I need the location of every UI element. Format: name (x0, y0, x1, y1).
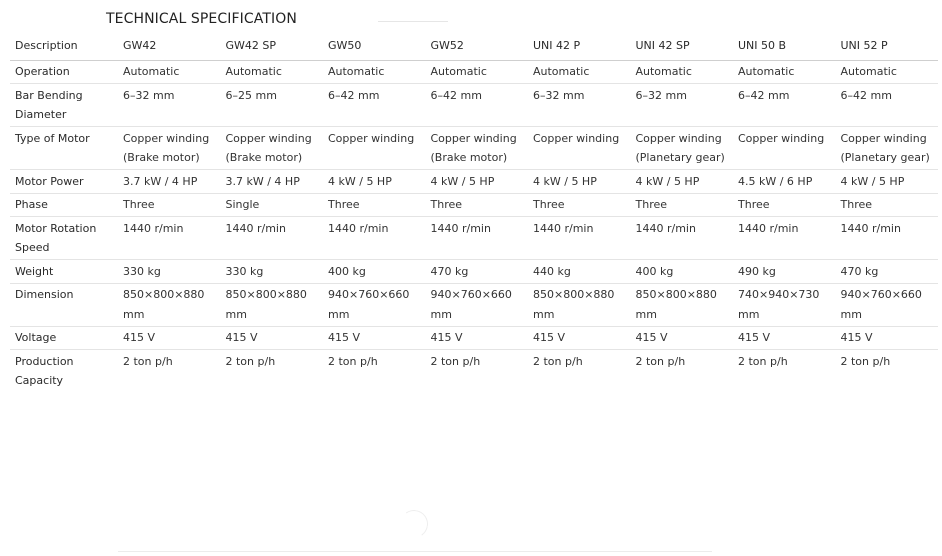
table-cell: 4 kW / 5 HP (426, 170, 529, 194)
table-cell: Copper winding (Brake motor) (426, 127, 529, 170)
column-header-uni-50-b: UNI 50 B (733, 33, 836, 60)
table-cell: Single (221, 193, 324, 217)
table-cell: 415 V (221, 326, 324, 350)
table-cell: 415 V (118, 326, 221, 350)
table-row (10, 350, 938, 393)
table-cell: Automatic (631, 60, 734, 84)
table-cell: 850×800×880 mm (118, 283, 221, 326)
table-cell: 330 kg (118, 260, 221, 284)
spec-table (10, 33, 938, 392)
table-cell: Three (631, 193, 734, 217)
table-cell: 2 ton p/h (123, 354, 173, 368)
table-cell: 850×800×880 mm (221, 283, 324, 326)
table-cell: 1440 r/min (733, 217, 836, 260)
table-cell: Automatic (836, 60, 939, 84)
table-cell: Copper winding (Brake motor) (118, 127, 221, 170)
table-row (10, 127, 938, 170)
table-cell: 470 kg (836, 260, 939, 284)
table-cell: Three (323, 193, 426, 217)
table-cell: Three (733, 193, 836, 217)
table-cell: 4 kW / 5 HP (323, 170, 426, 194)
column-header-gw50: GW50 (323, 33, 426, 60)
table-cell: 6–25 mm (221, 84, 324, 127)
table-cell: 490 kg (733, 260, 836, 284)
table-cell: 440 kg (528, 260, 631, 284)
table-header-row (10, 33, 938, 60)
row-label: Bar Bending Diameter (10, 84, 118, 127)
table-cell: 470 kg (426, 260, 529, 284)
row-label: Operation (10, 60, 118, 84)
table-cell: 4 kW / 5 HP (528, 170, 631, 194)
bottom-divider (118, 551, 712, 552)
table-cell: Automatic (528, 60, 631, 84)
table-cell: 2 ton p/h (225, 354, 276, 368)
table-cell: 415 V (528, 326, 631, 350)
table-cell: 400 kg (631, 260, 734, 284)
row-label: Voltage (10, 326, 118, 350)
table-cell: 940×760×660 mm (836, 283, 939, 326)
row-label: Motor Power (10, 170, 118, 194)
table-cell: Three (118, 193, 221, 217)
table-cell: 400 kg (323, 260, 426, 284)
table-cell: Copper winding (Planetary gear) (631, 127, 734, 170)
table-cell: 4.5 kW / 6 HP (733, 170, 836, 194)
table-cell: 6–42 mm (426, 84, 529, 127)
table-cell: 1440 r/min (528, 217, 631, 260)
table-row (10, 217, 938, 260)
table-cell: Automatic (118, 60, 221, 84)
column-header-uni-42-p: UNI 42 P (528, 33, 631, 60)
table-cell: 850×800×880 mm (528, 283, 631, 326)
table-cell: 740×940×730 mm (733, 283, 836, 326)
row-label: Type of Motor (10, 127, 118, 170)
table-cell: Copper winding (323, 127, 426, 170)
table-row (10, 84, 938, 127)
table-cell: 415 V (323, 326, 426, 350)
table-cell: 6–42 mm (323, 84, 426, 127)
table-cell: Three (528, 193, 631, 217)
table-cell: 1440 r/min (631, 217, 734, 260)
table-cell: 6–42 mm (836, 84, 939, 127)
table-cell: 415 V (426, 326, 529, 350)
table-cell: Automatic (733, 60, 836, 84)
table-cell: Copper winding (733, 127, 836, 170)
table-cell: 2 ton p/h (430, 354, 481, 368)
table-cell: 3.7 kW / 4 HP (221, 170, 324, 194)
table-cell: Three (426, 193, 529, 217)
table-cell: 6–32 mm (118, 84, 221, 127)
row-label: Dimension (10, 283, 118, 326)
title-divider (378, 21, 448, 22)
table-cell: 1440 r/min (221, 217, 324, 260)
table-cell: 1440 r/min (426, 217, 529, 260)
table-cell: 3.7 kW / 4 HP (118, 170, 221, 194)
row-label: Weight (10, 260, 118, 284)
table-row (10, 260, 938, 284)
faint-decoration (398, 508, 430, 540)
table-cell: 6–32 mm (631, 84, 734, 127)
table-cell: Three (836, 193, 939, 217)
table-cell: 415 V (733, 326, 836, 350)
table-cell: 4 kW / 5 HP (631, 170, 734, 194)
row-label: Production Capacity (15, 354, 74, 387)
page-title: TECHNICAL SPECIFICATION (106, 11, 297, 27)
table-cell: 6–32 mm (528, 84, 631, 127)
table-cell: Copper winding (Planetary gear) (836, 127, 939, 170)
table-cell: 940×760×660 mm (426, 283, 529, 326)
column-header-description: Description (10, 33, 118, 60)
table-cell: 4 kW / 5 HP (836, 170, 939, 194)
table-row (10, 60, 938, 84)
table-row (10, 193, 938, 217)
column-header-gw42: GW42 (118, 33, 221, 60)
row-label: Motor Rotation Speed (10, 217, 118, 260)
table-cell: 330 kg (221, 260, 324, 284)
table-cell: 1440 r/min (836, 217, 939, 260)
table-cell: 2 ton p/h (635, 354, 686, 368)
column-header-uni-52-p: UNI 52 P (836, 33, 939, 60)
row-label: Phase (10, 193, 118, 217)
table-cell: Automatic (323, 60, 426, 84)
table-cell: 2 ton p/h (533, 354, 583, 368)
table-cell: 6–42 mm (733, 84, 836, 127)
table-cell: 850×800×880 mm (631, 283, 734, 326)
table-cell: 1440 r/min (323, 217, 426, 260)
table-cell: Copper winding (Brake motor) (221, 127, 324, 170)
column-header-gw52: GW52 (426, 33, 529, 60)
table-cell: 2 ton p/h (840, 354, 891, 368)
table-row (10, 283, 938, 326)
table-cell: 940×760×660 mm (323, 283, 426, 326)
spec-table-body (10, 60, 938, 392)
column-header-uni-42-sp: UNI 42 SP (631, 33, 734, 60)
table-cell: 1440 r/min (118, 217, 221, 260)
table-row (10, 326, 938, 350)
table-cell: 415 V (631, 326, 734, 350)
column-header-gw42-sp: GW42 SP (221, 33, 324, 60)
table-cell: 2 ton p/h (738, 354, 788, 368)
table-cell: 415 V (836, 326, 939, 350)
table-cell: Copper winding (528, 127, 631, 170)
table-cell: Automatic (221, 60, 324, 84)
table-row (10, 170, 938, 194)
table-cell: 2 ton p/h (328, 354, 378, 368)
table-cell: Automatic (426, 60, 529, 84)
